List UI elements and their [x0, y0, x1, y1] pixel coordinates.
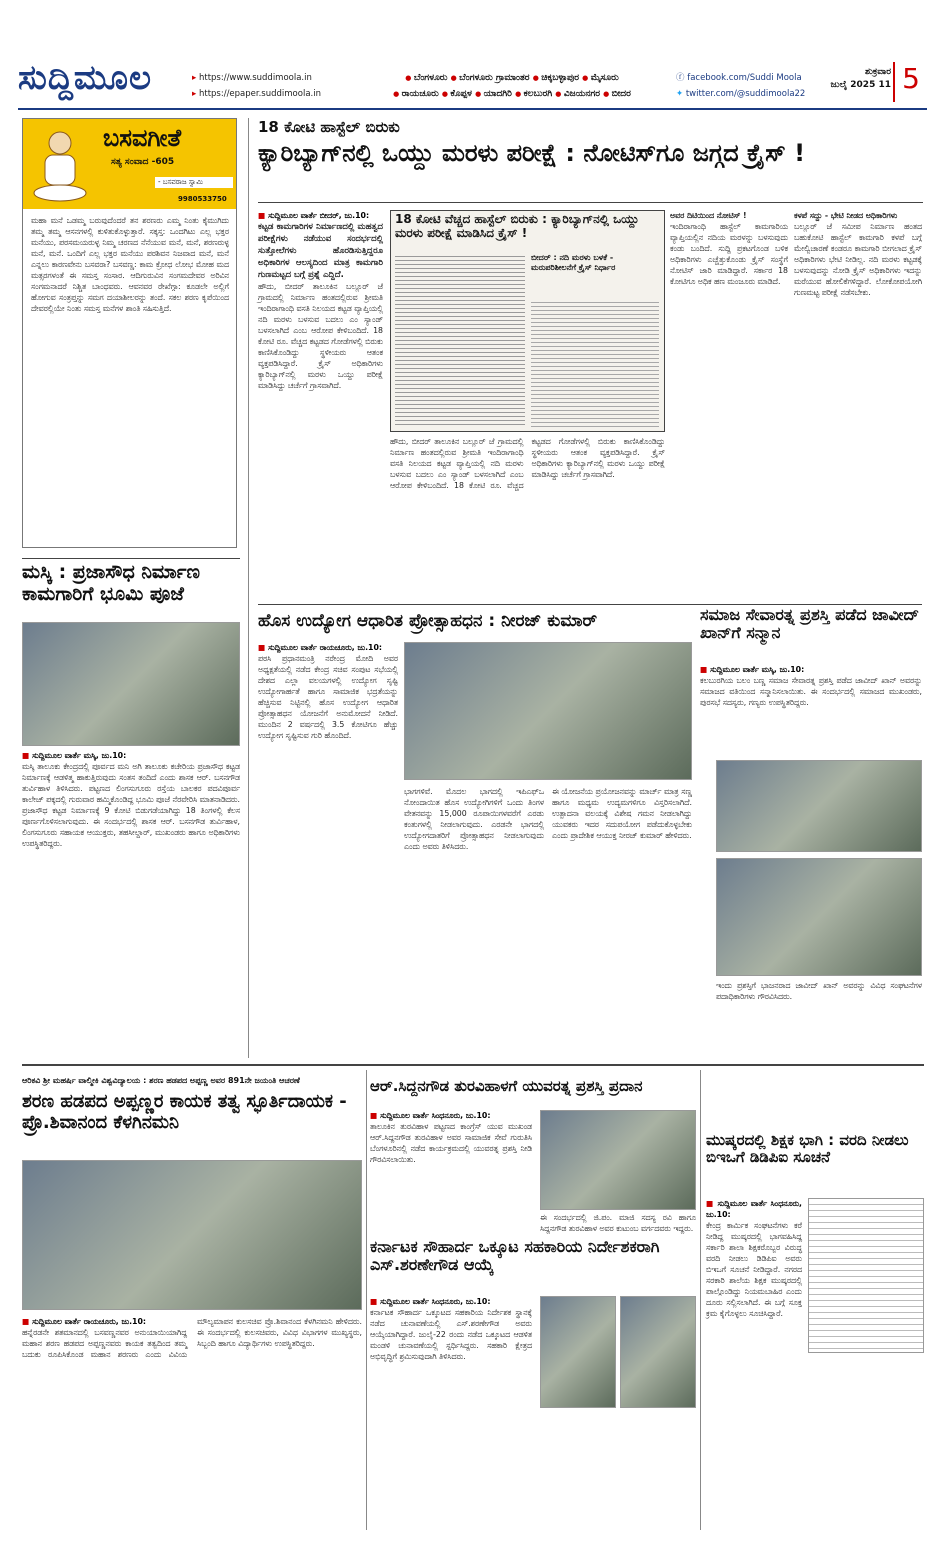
maski-headline: ಮಸ್ಕಿ : ಪ್ರಜಾಸೌಧ ನಿರ್ಮಾಣ ಕಾಮಗಾರಿಗೆ ಭೂಮಿ ಪೂಜೆ [22, 561, 200, 605]
siddanagouda-body: ತಾಲೂಕಿನ ತುರವಿಹಾಳ ಪಟ್ಟಣದ ಕಾಂಗ್ರೆಸ್ ಯುವ ಮುಖಂಡ ಆರ್.ಸಿದ್ದನಗೌಡ ತುರವಿಹಾಳ ಅವರ ಸಾಮಾಜಿಕ ಸೇವೆ ಗುರುತಿಸಿ ಬೆಂಗಳೂರಿನಲ್ಲಿ ನಡೆದ ಕಾರ್ಯಕ್ರಮದಲ್ಲಿ ಯುವರತ್ನ ಪ್ರಶಸ್ತಿ ನೀಡಿ ಗೌರವಿಸಲಾಯಿತು. [370, 1122, 532, 1164]
siddanagouda-byline: ■ ಸುದ್ದಿಮೂಲ ವಾರ್ತೆ ಸಿಂಧನೂರು, ಜು.10: [370, 1111, 490, 1120]
issue-day: ಶುಕ್ರವಾರ [865, 67, 891, 77]
maski-body-wrap [22, 750, 240, 1055]
job-col2: ಭಾಗಗಳಿವೆ. ಮೊದಲ ಭಾಗದಲ್ಲಿ ಇಪಿಎಫ್‌ಒ ನೋಂದಾಯಿತ ಹೊಸ ಉದ್ಯೋಗಿಗಳಿಗೆ ಒಂದು ತಿಂಗಳ ವೇತನವನ್ನು 15,000 ರೂಪಾಯಿಗಳವರೆಗೆ ಎರಡು ಕಂತುಗಳಲ್ಲಿ ನೀಡಲಾಗುವುದು. ಎರಡನೇ ಭಾಗದಲ್ಲಿ ಉದ್ಯೋಗದಾತರಿಗೆ ಪ್ರೋತ್ಸಾಹಧನ ನೀಡಲಾಗುವುದು ಎಂದು ಅವರು ತಿಳಿಸಿದರು. [404, 787, 544, 851]
city-label: ● ಯಾದಗಿರಿ [475, 89, 512, 99]
section-rule [258, 604, 922, 605]
city-label: ● ರಾಯಚೂರು [393, 89, 439, 99]
job-byline: ■ ಸುದ್ದಿಮೂಲ ವಾರ್ತೆ ರಾಯಚೂರು, ಜು.10: [258, 643, 382, 652]
city-label: ● ಕೊಪ್ಪಳ [442, 89, 472, 99]
issue-date [830, 66, 891, 92]
saint-illustration [29, 125, 91, 203]
sahakari-photo-1 [540, 1296, 616, 1408]
city-label: ● ಬೆಂಗಳೂರು ಗ್ರಾಮಾಂತರ [451, 73, 530, 83]
sahakari-photo-2 [620, 1296, 696, 1408]
maski-byline: ■ ಸುದ್ದಿಮೂಲ ವಾರ್ತೆ ಮಸ್ಕಿ, ಜು.10: [22, 751, 126, 760]
basava-column-box [22, 118, 237, 548]
job-headline: ಹೊಸ ಉದ್ಯೋಗ ಆಧಾರಿತ ಪ್ರೋತ್ಸಾಹಧನ : ನೀರಜ್ ಕುಮಾರ್ [258, 611, 598, 631]
basava-header [23, 119, 236, 209]
sharana-body-wrap [22, 1316, 362, 1528]
protest-byline: ■ ಸುದ್ದಿಮೂಲ ವಾರ್ತೆ ಸಿಂಧನೂರು, ಜು.10: [706, 1199, 802, 1219]
lead-body-cont: ಹೌದು, ಬೀದರ್ ತಾಲೂಕಿನ ಬಲ್ಲೂರ್ ಜೆ ಗ್ರಾಮದಲ್ಲಿ ನಿರ್ಮಾಣ ಹಂತದಲ್ಲಿರುವ ಶ್ರೀಮತಿ ಇಂದಿರಾಗಾಂಧಿ ವಸತಿ ನಿಲಯದ ಕಟ್ಟಡ ವ್ಯಾಪ್ತಿಯಲ್ಲಿ ನದಿ ಮರಳು ಬಳಸುವ ಬದಲು ಎಂ ಸ್ಯಾಂಡ್ ಬಳಸಲಾಗಿದೆ ಎಂಬ ಆರೋಪ ಕೇಳಿಬಂದಿದೆ. 18 ಕೋಟಿ ರೂ. ವೆಚ್ಚದ ಕಟ್ಟಡದ ಗೋಡೆಗಳಲ್ಲಿ ಬಿರುಕು ಕಾಣಿಸಿಕೊಂಡಿದ್ದು ಸ್ಥಳೀಯರು ಆತಂಕ ವ್ಯಕ್ತಪಡಿಸಿದ್ದಾರೆ. ಕ್ರೈಸ್ ಅಧಿಕಾರಿಗಳು ಕ್ಯಾರಿಬ್ಯಾಗ್‌ನಲ್ಲಿ ಮರಳು ಒಯ್ದು ಪರೀಕ್ಷೆ ಮಾಡಿಸಿದ್ದು ಚರ್ಚೆಗೆ ಗ್ರಾಸವಾಗಿದೆ. [390, 437, 665, 490]
lead-clipping [390, 210, 665, 432]
protest-headline: ಮುಷ್ಕರದಲ್ಲಿ ಶಿಕ್ಷಕ ಭಾಗಿ : ವರದಿ ನೀಡಲು ಬಿಇಒಗೆ ಡಿಡಿಪಿಐ ಸೂಚನೆ [706, 1131, 909, 1167]
city-label: ● ಬೀದರ [603, 89, 631, 99]
lead-intro: ಕಟ್ಟಡ ಕಾಮಗಾರಿಗಳ ನಿರ್ಮಾಣದಲ್ಲಿ ಮಹತ್ವದ ಪರೀಕ್ಷೆಗಳು ನಡೆಯುವ ಸಂದರ್ಭದಲ್ಲಿ ಸುತ್ತೋಲೆಗಳು ಹೊರಡಿಸುತ್ತಿದ್ದರೂ ಅಧಿಕಾರಿಗಳ ಆಲಸ್ಯದಿಂದ ಮಾತ್ರ ಕಾಮಗಾರಿ ಗುಣಮಟ್ಟದ ಬಗ್ಗೆ ಪ್ರಶ್ನೆ ಎದ್ದಿದೆ. [258, 222, 383, 280]
basava-author: - ಬಸವರಾಜ ಸ್ವಾಮಿ [155, 177, 233, 188]
facebook-icon: ⓕ [676, 73, 688, 83]
job-body1: ಪಠಸಿ ಪ್ರಧಾನಮಂತ್ರಿ ನರೇಂದ್ರ ಮೋದಿ ಅವರ ಅಧ್ಯಕ್ಷತೆಯಲ್ಲಿ ನಡೆದ ಕೇಂದ್ರ ಸಚಿವ ಸಂಪುಟ ಸಭೆಯಲ್ಲಿ ದೇಶದ ಎಲ್ಲಾ ವಲಯಗಳಲ್ಲಿ ಉದ್ಯೋಗ ಸೃಷ್ಟಿ ಉದ್ಯೋಗಾರ್ಹತೆ ಹಾಗೂ ಸಾಮಾಜಿಕ ಭದ್ರತೆಯನ್ನು ಹೆಚ್ಚಿಸುವ ನಿಟ್ಟಿನಲ್ಲಿ ಹೊಸ ಉದ್ಯೋಗ ಆಧಾರಿತ ಪ್ರೋತ್ಸಾಹಧನ ಯೋಜನೆಗೆ ಅನುಮೋದನೆ ನೀಡಿದೆ. ಮುಂದಿನ 2 ವರ್ಷದಲ್ಲಿ 3.5 ಕೋಟಿಗೂ ಹೆಚ್ಚು ಉದ್ಯೋಗ ಸೃಷ್ಟಿಸುವ ಗುರಿ ಹೊಂದಿದೆ. [258, 654, 398, 740]
facebook-link[interactable]: facebook.com/Suddi Moola [687, 73, 802, 83]
website-url-link[interactable]: ▸ https://www.suddimoola.in [192, 70, 342, 86]
col4-title: ಕಳಪೆ ಸದ್ದು - ಭೇಟಿ ನೀಡದ ಅಧಿಕಾರಿಗಳು [794, 211, 898, 220]
basava-subtitle: ಸತ್ಯ ಸಂವಾದ -605 [111, 157, 175, 167]
sharana-kicker: ಆರಿಕವಿ ಶ್ರೀ ಮಹರ್ಷಿ ವಾಲ್ಮೀಕಿ ವಿಶ್ವವಿದ್ಯಾಲಯ : ಶರಣ ಹಡಪದ ಅಪ್ಪಣ್ಣ ಅವರ 891ನೇ ಜಯಂತಿ ಆಚರಣೆ [22, 1076, 300, 1085]
protest-body: ಕೇಂದ್ರ ಕಾರ್ಮಿಕ ಸಂಘಟನೆಗಳು ಕರೆ ನೀಡಿದ್ದ ಮುಷ್ಕರದಲ್ಲಿ ಭಾಗವಹಿಸಿದ್ದ ಸರ್ಕಾರಿ ಶಾಲಾ ಶಿಕ್ಷಕರೊಬ್ಬರ ವಿರುದ್ಧ ವರದಿ ನೀಡಲು ಡಿಡಿಪಿಐ ಅವರು ಬಿಇಒಗೆ ಸೂಚನೆ ನೀಡಿದ್ದಾರೆ. ನಗರದ ಸರಕಾರಿ ಶಾಲೆಯ ಶಿಕ್ಷಕ ಮುಷ್ಕರದಲ್ಲಿ ಪಾಲ್ಗೊಂಡಿದ್ದು ನಿಯಮಬಾಹಿರ ಎಂದು ದೂರು ಸಲ್ಲಿಸಲಾಗಿದೆ. ಈ ಬಗ್ಗೆ ಸೂಕ್ತ ಕ್ರಮ ಕೈಗೊಳ್ಳಲು ಸೂಚಿಸಿದ್ದಾರೆ. [706, 1221, 802, 1318]
siddanagouda-headline: ಆರ್.ಸಿದ್ದನಗೌಡ ತುರವಿಹಾಳಗೆ ಯುವರತ್ನ ಪ್ರಶಸ್ತಿ ಪ್ರದಾನ [370, 1077, 643, 1095]
page-number: 5 [893, 62, 927, 102]
lead-col2 [390, 436, 665, 560]
sharana-photo [22, 1160, 362, 1310]
award-body-wrap [700, 664, 922, 756]
city-label: ● ವಿಜಯನಗರ [555, 89, 600, 99]
award-photo-2 [716, 858, 922, 976]
issue-date-text: 11 ಜುಲೈ 2025 [830, 80, 891, 90]
column-rule [248, 118, 249, 1058]
sahakari-byline: ■ ಸುದ್ದಿಮೂಲ ವಾರ್ತೆ ಸಿಂಧನೂರು, ಜು.10: [370, 1297, 490, 1306]
social-links [676, 70, 836, 102]
column-rule [366, 1070, 367, 1530]
siddanagouda-photo [540, 1110, 696, 1210]
col3-title: ಅವರ ದಿಟಿಯಿಂದ ನೋಟಿಸ್ ! [670, 211, 747, 220]
basava-title: ಬಸವಗೀತೆ [103, 124, 182, 152]
city-label: ● ಚಿಕ್ಕಬಳ್ಳಾಪುರ [533, 73, 579, 83]
maski-body: ಮಸ್ಕಿ ತಾಲೂಕು ಕೇಂದ್ರದಲ್ಲಿ ಪೂರ್ವದ ಮನಿ ಅಗಿ ತಾಲೂಕು ಕಚೇರಿಯ ಪ್ರಜಾಸೌಧ ಕಟ್ಟಡ ನಿರ್ಮಾಣಕ್ಕೆ ಆಡಳಿತ್ಮ ಹಾಕುತ್ತಿರುವುದು ಸಂತಸ ತಂದಿದೆ ಎಂದು ಶಾಸಕ ಆರ್. ಬಸನಗೌಡ ತುರ್ವಿಹಾಳ ತಿಳಿಸಿದರು. ಪಟ್ಟಣದ ಲಿಂಗಸುಗೂರು ರಸ್ತೆಯ ಬಾಲಕರ ಪದವಿಪೂರ್ವ ಕಾಲೇಜ್ ಪಕ್ಕದಲ್ಲಿ ಗುರುವಾರ ಹಮ್ಮಿಕೊಂಡಿದ್ದ ಭೂಮಿ ಪೂಜೆ ನೆರವೇರಿಸಿ ಮಾತನಾಡಿದರು. ಪ್ರಜಾಸೌಧ ಕಟ್ಟಡ ನಿರ್ಮಾಣಕ್ಕೆ 9 ಕೋಟಿ ಬಿಡುಗಡೆಯಾಗಿದ್ದು 18 ತಿಂಗಳಲ್ಲಿ ಕೆಲಸ ಪೂರ್ಣಗೊಳಿಸಲಾಗುವುದು. ಈ ಸಂದರ್ಭದಲ್ಲಿ ಶಾಸಕ ಆರ್. ಬಸನಗೌಡ ತುರ್ವಿಹಾಳ, ಲಿಂಗಸುಗೂರು ಸಹಾಯಕ ಆಯುಕ್ತರು, ತಹಸೀಲ್ದಾರ್, ಮುಖಂಡರು ಹಾಗೂ ಅಧಿಕಾರಿಗಳು ಉಪಸ್ಥಿತರಿದ್ದರು. [22, 762, 240, 848]
basava-body: ಮಹಾ ಮನೆ ಒಡಮ್ಮ ಬರುವುದೆಂದರೆ ತನ ಶರಣರು ಎಮ್ಮ ನಿಂತು ಕೈಮುಗಿದು ತಮ್ಮ ತಮ್ಮ ಆಸನಗಳಲ್ಲಿ ಕುಳಿತುಕೊಳ್ಳುತ್ತಾರೆ. ಸಕ್ಕಸ್ತ: ಒಂದಗಿಟು ಎಲ್ಲ ಭಕ್ತರ ಮನೆಯು, ಪರಸಮಯರುಳ್ಳ ನಿಮ್ಮ ಚರಣದ ನೆನೆಯುವ ಮನೆ, ಮನೆ, ಶರಣರುಳ್ಳ ಮನೆ, ಮನೆ. ಒಂದಿಗೆ ಎಲ್ಲ ಭಕ್ತರ ಮನೆಯು ಪರಶಿವನ ನಿಜವಾದ ಮನೆ, ಮನೆ ಎನ್ನಲು ಕಾರಣವೇನು ಬಸವರಾ? ಬಸವಣ್ಣ: ಕಾಮ ಕ್ರೋಧ ಲೋಭ ಮೋಹ ಮದ ಮತ್ಸರಗಳಂತೆ ಈ ಸಮಸ್ತ ಸಂಸಾರ. ಆದಿಗುರುವಿನ ಸಂಗಮದೇವರ ಅರಿವಿನ ಸಂಗಮನಾದರೆ ನಿಶ್ಚಿತ ಬಾಂಧವರು. ಆವನವರ ರೇಖೆಗ್ಗಾ: ಕೂಡಲೇ ಅಲ್ಲಿಗೆ ಹೋಗುವ ಸಂತ್ರಪ್ತನ್ನು ಸಮಗ ದಯಾಶೀಲರನ್ನು ತಂದೆ. ಸಕಲ ಶರಣ ಕೃಪೆಯಿಂದ ದೇವರಲ್ಲಿಯೇ ನಿಂತು ಸಮಸ್ತ ಮನೆಗಳ ಶಾಂತಿ ಸಹಿಸುತ್ತಿದೆ. [31, 216, 229, 313]
protest-body-wrap [706, 1198, 802, 1528]
epaper-url-link[interactable]: ▸ https://epaper.suddimoola.in [192, 86, 342, 102]
job-col3: ಈ ಯೋಜನೆಯ ಪ್ರಯೋಜನವನ್ನು ಮಾರ್ಚ್ ಮಾತ್ರ ಸಣ್ಣ ಹಾಗೂ ಮಧ್ಯಮ ಉದ್ಯಮಗಳಿಗೂ ವಿಸ್ತರಿಸಲಾಗಿದೆ. ಉತ್ಪಾದನಾ ವಲಯಕ್ಕೆ ವಿಶೇಷ ಗಮನ ನೀಡಲಾಗಿದ್ದು ಯುವಕರು ಇದರ ಸದುಪಯೋಗ ಪಡೆದುಕೊಳ್ಳಬೇಕು ಎಂದು ಪ್ರಾದೇಶಿಕ ಆಯುಕ್ತ ನೀರಜ್ ಕುಮಾರ್ ಹೇಳಿದರು. [552, 787, 692, 840]
clipping-mini-masthead [531, 299, 659, 429]
col3-body: ಇಂದಿರಾಗಾಂಧಿ ಹಾಸ್ಟೆಲ್ ಕಾಮಗಾರಿಯ ವ್ಯಾಪ್ತಿಯಲ್ಲಿನ ನದಿಯ ಮರಳನ್ನು ಬಳಸುವುದು ಕಂಡು ಬಂದಿದೆ. ಸುದ್ದಿ ಪ್ರಕಟಗೊಂಡ ಬಳಿಕ ಅಧಿಕಾರಿಗಳು ಎಚ್ಚೆತ್ತುಕೊಂಡು ಕ್ರೈಸ್ ಸಂಸ್ಥೆಗೆ ನೋಟಿಸ್ ಜಾರಿ ಮಾಡಿದ್ದಾರೆ. ಸರ್ಕಾರ 18 ಕೋಟಿಗೂ ಅಧಿಕ ಹಣ ಮಂಜೂರು ಮಾಡಿದೆ. [670, 222, 788, 286]
lead-col3 [670, 210, 788, 560]
twitter-link[interactable]: twitter.com/@suddimoola22 [685, 89, 806, 99]
clipping-text-block [395, 253, 525, 428]
job-photo [404, 642, 692, 780]
sahakari-body: ಕರ್ನಾಟಕ ಸೌಹಾರ್ದ ಒಕ್ಕೂಟದ ಸಹಕಾರಿಯ ನಿರ್ದೇಶಕ ಸ್ಥಾನಕ್ಕೆ ನಡೆದ ಚುನಾವಣೆಯಲ್ಲಿ ಎಸ್.ಶರಣೇಗೌಡ ಅವರು ಆಯ್ಕೆಯಾಗಿದ್ದಾರೆ. ಜುಲೈ-22 ರಂದು ನಡೆದ ಒಕ್ಕೂಟದ ಆಡಳಿತ ಮಂಡಳಿ ಚುನಾವಣೆಯಲ್ಲಿ ಸ್ಪರ್ಧಿಸಿದ್ದರು. ಸಹಕಾರಿ ಕ್ಷೇತ್ರದ ಅಭಿವೃದ್ಧಿಗೆ ಶ್ರಮಿಸುವುದಾಗಿ ತಿಳಿಸಿದರು. [370, 1308, 532, 1361]
award-headline: ಸಮಾಜ ಸೇವಾರತ್ನ ಪ್ರಶಸ್ತಿ ಪಡೆದ ಜಾವೀದ್ ಖಾನ್‌ಗೆ ಸನ್ಮಾನ [700, 605, 920, 643]
lead-col4 [794, 210, 922, 560]
award-byline: ■ ಸುದ್ದಿಮೂಲ ವಾರ್ತೆ ಮಸ್ಕಿ, ಜು.10: [700, 665, 804, 674]
lead-body: ಹೌದು, ಬೀದರ್ ತಾಲೂಕಿನ ಬಲ್ಲೂರ್ ಜೆ ಗ್ರಾಮದಲ್ಲಿ ನಿರ್ಮಾಣ ಹಂತದಲ್ಲಿರುವ ಶ್ರೀಮತಿ ಇಂದಿರಾಗಾಂಧಿ ವಸತಿ ನಿಲಯದ ಕಟ್ಟಡ ವ್ಯಾಪ್ತಿಯಲ್ಲಿ ನದಿ ಮರಳು ಬಳಸುವ ಬದಲು ಎಂ ಸ್ಯಾಂಡ್ ಬಳಸಲಾಗಿದೆ ಎಂಬ ಆರೋಪ ಕೇಳಿಬಂದಿದೆ. 18 ಕೋಟಿ ರೂ. ವೆಚ್ಚದ ಕಟ್ಟಡದ ಗೋಡೆಗಳಲ್ಲಿ ಬಿರುಕು ಕಾಣಿಸಿಕೊಂಡಿದ್ದು ಸ್ಥಳೀಯರು ಆತಂಕ ವ್ಯಕ್ತಪಡಿಸಿದ್ದಾರೆ. ಕ್ರೈಸ್ ಅಧಿಕಾರಿಗಳು ಕ್ಯಾರಿಬ್ಯಾಗ್‌ನಲ್ಲಿ ಮರಳು ಒಯ್ದು ಪರೀಕ್ಷೆ ಮಾಡಿಸಿದ್ದು ಚರ್ಚೆಗೆ ಗ್ರಾಸವಾಗಿದೆ. [258, 282, 383, 390]
edition-cities [352, 70, 672, 102]
sahakari-body-wrap [370, 1296, 532, 1524]
col4-body: ಬಲ್ಲೂರ್ ಜೆ ಸಮೀಪ ನಿರ್ಮಾಣ ಹಂತದ ಬಹುಕೋಟಿ ಹಾಸ್ಟೆಲ್ ಕಾಮಗಾರಿ ಕಳಪೆ ಬಗ್ಗೆ ಮೇಲ್ವಿಚಾರಣೆ ಕಂಡರೂ ಕಾಮಗಾರಿ ಬೀಗಲಾದ ಕ್ರೈಸ್ ಅಧಿಕಾರಿಗಳು ಭೇಟಿ ನೀಡಿಲ್ಲ. ನದಿ ಮರಳು ಕಟ್ಟಡಕ್ಕೆ ಬಳಸುವುದನ್ನು ನೋಡಿ ಕ್ರೈಸ್ ಅಧಿಕಾರಿಗಳು ಇದನ್ನು ಮರೆಯುವ ಹೋಲಿಕೆಗಳಿದ್ದಾರೆ. ಲೋಕೋಪಯೋಗಿ ಗುಣಮಟ್ಟ ಪರೀಕ್ಷೆ ನಡೆಸಬೇಕು. [794, 222, 922, 297]
siddanagouda-caption: ಈ ಸಂದರ್ಭದಲ್ಲಿ ಜಿ.ಪಂ. ಮಾಜಿ ಸದಸ್ಯ ರವಿ ಹಾಗೂ ಸಿದ್ದನಗೌಡ ತುರವಿಹಾಳ ಅವರ ಕುಟುಂಬ ವರ್ಗದವರು ಇದ್ದರು. [540, 1213, 696, 1233]
twitter-icon: ✦ [676, 89, 686, 99]
lead-col1 [258, 210, 383, 560]
city-label: ● ಬೆಂಗಳೂರು [405, 73, 447, 83]
city-label: ● ಮೈಸೂರು [582, 73, 619, 83]
protest-document-image [808, 1198, 924, 1353]
newspaper-logo: ಸುದ್ದಿಮೂಲ [18, 58, 152, 98]
sharana-byline: ■ ಸುದ್ದಿಮೂಲ ವಾರ್ತೆ ರಾಯಚೂರು, ಜು.10: [22, 1317, 146, 1326]
maski-photo [22, 622, 240, 746]
lead-rule [258, 202, 923, 203]
website-links [192, 70, 342, 102]
lead-byline: ■ ಸುದ್ದಿಮೂಲ ವಾರ್ತೆ ಬೀದರ್, ಜು.10: [258, 211, 369, 220]
column-rule [700, 1070, 701, 1530]
sharana-body: ಹನ್ನೆರಡನೇ ಶತಮಾನದಲ್ಲಿ ಬಸವಣ್ಣನವರ ಅನುಯಾಯಿಯಾಗಿದ್ದ ಮಹಾನ ಶರಣ ಹಡಪದ ಅಪ್ಪಣ್ಣನವರು ಕಾಯಕ ತತ್ವದಿಂದ ತಮ್ಮ ಬದುಕು ರೂಪಿಸಿಕೊಂಡ ಮಹಾನ ಶರಣರು ಎಂದು ವಿವಿಯ ಮೌಲ್ಯಮಾಪನ ಕುಲಸಚಿವ ಪ್ರೊ.ಶಿವಾನಂದ ಕೆಳಗಿನಮನಿ ಹೇಳಿದರು. ಈ ಸಂದರ್ಭದಲ್ಲಿ ಕುಲಸಚಿವರು, ವಿವಿಧ ವಿಭಾಗಗಳ ಮುಖ್ಯಸ್ಥರು, ಸಿಬ್ಬಂದಿ ಹಾಗೂ ವಿದ್ಯಾರ್ಥಿಗಳು ಉಪಸ್ಥಿತರಿದ್ದರು. [22, 1317, 362, 1359]
lead-headline: ಕ್ಯಾರಿಬ್ಯಾಗ್‌ನಲ್ಲಿ ಒಯ್ದು ಮರಳು ಪರೀಕ್ಷೆ : ನೋಟಿಸ್‌ಗೂ ಜಗ್ಗದ ಕ್ರೈಸ್ ! [258, 139, 806, 167]
city-label: ● ಕಲಬುರಗಿ [515, 89, 552, 99]
clipping-headline: 18 ಕೋಟಿ ವೆಚ್ಚದ ಹಾಸ್ಟೆಲ್ ಬಿರುಕು : ಕ್ಯಾರಿಬ್ಯಾಗ್‌ನಲ್ಲಿ ಒಯ್ದು ಮರಳು ಪರೀಕ್ಷೆ ಮಾಡಿಸಿದ ಕ್ರೈಸ್ ! [395, 212, 639, 240]
lead-kicker: 18 ಕೋಟಿ ಹಾಸ್ಟೆಲ್ ಬಿರುಕು [258, 118, 400, 136]
sahakari-headline: ಕರ್ನಾಟಕ ಸೌಹಾರ್ದ ಒಕ್ಕೂಟ ಸಹಕಾರಿಯ ನಿರ್ದೇಶಕರಾಗಿ ಎಸ್.ಶರಣೇಗೌಡ ಆಯ್ಕೆ [370, 1237, 660, 1275]
award-photo-1 [716, 760, 922, 852]
basava-phone: 9980533750 [178, 195, 227, 203]
clipping-subhead: ಬೀದರ್ : ನದಿ ಮರಳು ಬಳಕೆ - ಮರುಪರಿಶೀಲನೆಗೆ ಕ್ರೈಸ್ ನಿರ್ಧಾರ [531, 253, 616, 272]
job-col1 [258, 642, 398, 1050]
section-rule [22, 558, 240, 559]
award-body: ಕಲಬುರಗಿಯ ಬಲಂ ಬಣ್ಣ ಸಮಾಜ ಸೇವಾರತ್ನ ಪ್ರಶಸ್ತಿ ಪಡೆದ ಜಾವೀದ್ ಖಾನ್ ಅವರನ್ನು ಸಮಾಜದ ವತಿಯಿಂದ ಸನ್ಮಾನಿಸಲಾಯಿತು. ಈ ಸಂದರ್ಭದಲ್ಲಿ ಸಮಾಜದ ಮುಖಂಡರು, ಪುರಸಭೆ ಸದಸ್ಯರು, ಗಣ್ಯರು ಉಪಸ್ಥಿತರಿದ್ದರು. [700, 676, 922, 707]
sharana-headline: ಶರಣ ಹಡಪದ ಅಪ್ಪಣ್ಣರ ಕಾಯಕ ತತ್ವ ಸ್ಫೂರ್ತಿದಾಯಕ - ಪ್ರೊ.ಶಿವಾನಂದ ಕೆಳಗಿನಮನಿ [22, 1091, 347, 1133]
masthead-rule [18, 108, 927, 110]
award-caption: ಇಂದು ಪ್ರಶಸ್ತಿಗೆ ಭಾಜನರಾದ ಜಾವೀದ್ ಖಾನ್ ಅವರನ್ನು ವಿವಿಧ ಸಂಘಟನೆಗಳ ಪದಾಧಿಕಾರಿಗಳು ಗೌರವಿಸಿದರು. [716, 981, 922, 1001]
siddanagouda-body-wrap [370, 1110, 532, 1230]
section-rule [22, 1064, 924, 1066]
